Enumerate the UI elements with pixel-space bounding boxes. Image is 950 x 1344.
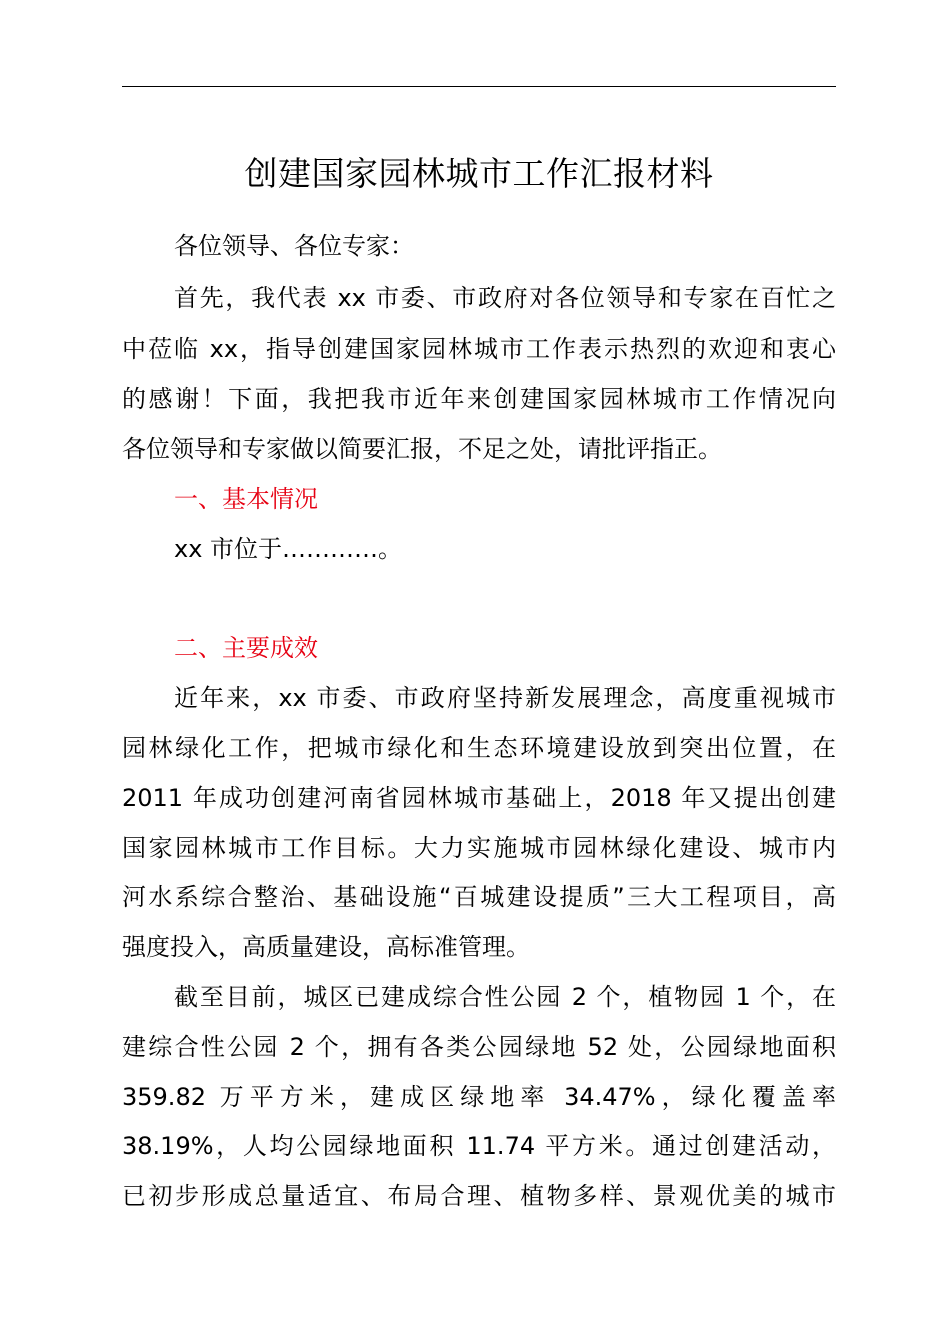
results-p1-line-4: 国家园林城市工作目标。大力实施城市园林绿化建设、城市内 [122,834,836,862]
salutation: 各位领导、各位专家： [174,232,414,260]
results-p1-line-1: 近年来，xx 市委、市政府坚持新发展理念，高度重视城市 [174,684,836,712]
header-rule [122,86,836,87]
results-p2-line-4: 38.19%，人均公园绿地面积 11.74 平方米。通过创建活动， [122,1132,836,1160]
intro-line-3: 的感谢！下面，我把我市近年来创建国家园林城市工作情况向 [122,385,836,413]
intro-line-4: 各位领导和专家做以简要汇报，不足之处，请批评指正。 [122,435,722,463]
results-p2-line-1: 截至目前，城区已建成综合性公园 2 个，植物园 1 个，在 [174,983,836,1011]
results-p1-line-3: 2011 年成功创建河南省园林城市基础上，2018 年又提出创建 [122,784,836,812]
results-p1-line-5: 河水系综合整治、基础设施“百城建设提质”三大工程项目，高 [122,883,836,911]
section-heading-basic: 一、基本情况 [174,485,318,513]
section-basic-body: xx 市位于…………。 [174,535,403,563]
results-p2-line-5: 已初步形成总量适宜、布局合理、植物多样、景观优美的城市 [122,1182,836,1210]
intro-line-2: 中莅临 xx，指导创建国家园林城市工作表示热烈的欢迎和衷心 [122,335,836,363]
results-p1-line-2: 园林绿化工作，把城市绿化和生态环境建设放到突出位置，在 [122,734,836,762]
section-heading-results: 二、主要成效 [174,634,318,662]
results-p2-line-3: 359.82 万平方米，建成区绿地率 34.47%，绿化覆盖率 [122,1083,836,1111]
intro-line-1: 首先，我代表 xx 市委、市政府对各位领导和专家在百忙之 [174,284,836,312]
document-title: 创建国家园林城市工作汇报材料 [244,154,714,193]
results-p1-line-6: 强度投入，高质量建设，高标准管理。 [122,933,530,961]
results-p2-line-2: 建综合性公园 2 个，拥有各类公园绿地 52 处，公园绿地面积 [122,1033,836,1061]
